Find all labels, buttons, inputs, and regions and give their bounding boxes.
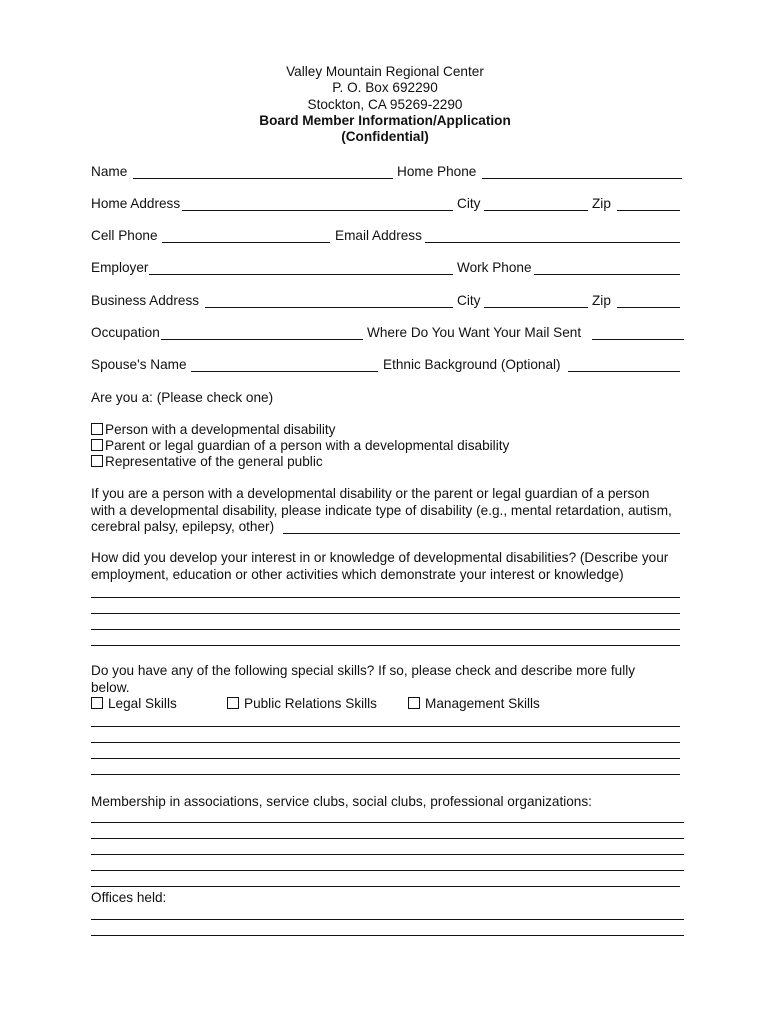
- home-phone-field[interactable]: [482, 163, 682, 178]
- email-field[interactable]: [425, 227, 680, 242]
- business-address-field[interactable]: [205, 292, 453, 307]
- skills-answer-line[interactable]: [91, 774, 680, 775]
- disability-question-line3: cerebral palsy, epilepsy, other): [91, 519, 275, 534]
- offices-prompt: Offices held:: [91, 890, 167, 905]
- interest-question: [91, 550, 691, 583]
- home-address-line: [182, 210, 453, 211]
- checkbox-management-skills[interactable]: [408, 697, 420, 709]
- home-phone-label: Home Phone: [397, 164, 477, 179]
- confidential-label: (Confidential): [341, 129, 429, 145]
- disability-type-line: [283, 533, 680, 534]
- option-general-public[interactable]: [91, 453, 323, 470]
- membership-answer-line[interactable]: [91, 870, 684, 871]
- membership-answer-line[interactable]: [91, 822, 684, 823]
- membership-answer-line[interactable]: [91, 886, 680, 887]
- email-line: [425, 242, 680, 243]
- interest-answer-line[interactable]: [91, 629, 680, 630]
- skill-legal[interactable]: [91, 695, 177, 712]
- membership-answer-line[interactable]: [91, 838, 684, 839]
- work-phone-line: [534, 274, 680, 275]
- checkbox-general-public[interactable]: [91, 455, 103, 467]
- form-header: [0, 64, 770, 145]
- skills-answer-line[interactable]: [91, 742, 680, 743]
- spouse-name-line: [191, 371, 378, 372]
- checkbox-legal-skills[interactable]: [91, 697, 103, 709]
- home-zip-field[interactable]: [617, 195, 680, 210]
- email-label: Email Address: [335, 228, 422, 243]
- checkbox-public-relations-skills[interactable]: [227, 697, 239, 709]
- home-zip-line: [617, 210, 680, 211]
- skills-question: [91, 663, 691, 696]
- employer-field[interactable]: [149, 259, 453, 274]
- home-zip-label: Zip: [592, 196, 611, 211]
- disability-type-field[interactable]: [283, 518, 680, 533]
- business-zip-field[interactable]: [617, 292, 680, 307]
- skill-pr-label: Public Relations Skills: [244, 696, 377, 711]
- work-phone-field[interactable]: [534, 259, 680, 274]
- occupation-line: [161, 339, 363, 340]
- option-parent-guardian[interactable]: [91, 437, 509, 454]
- name-label: Name: [91, 164, 128, 179]
- disability-question-line1: If you are a person with a developmental disability or the parent or legal guardian of a person: [91, 486, 650, 501]
- option-person-disability[interactable]: [91, 421, 335, 438]
- city-state-zip: Stockton, CA 95269-2290: [307, 96, 463, 112]
- option-parent-guardian-label: Parent or legal guardian of a person with a developmental disability: [105, 438, 510, 453]
- interest-answer-line[interactable]: [91, 597, 680, 598]
- are-you-prompt: Are you a: (Please check one): [91, 390, 274, 405]
- mail-sent-label: Where Do You Want Your Mail Sent: [367, 325, 582, 340]
- home-city-field[interactable]: [484, 195, 588, 210]
- business-address-label: Business Address: [91, 293, 200, 308]
- home-city-line: [484, 210, 588, 211]
- business-city-line: [484, 307, 588, 308]
- business-city-field[interactable]: [484, 292, 588, 307]
- ethnic-line: [568, 371, 680, 372]
- cell-phone-line: [162, 242, 330, 243]
- work-phone-label: Work Phone: [457, 260, 532, 275]
- spouse-name-field[interactable]: [191, 356, 378, 371]
- checkbox-person-disability[interactable]: [91, 423, 103, 435]
- interest-answer-line[interactable]: [91, 613, 680, 614]
- business-zip-label: Zip: [592, 293, 611, 308]
- po-box: P. O. Box 692290: [332, 80, 438, 96]
- mail-sent-field[interactable]: [592, 324, 684, 339]
- home-address-field[interactable]: [182, 195, 453, 210]
- skills-answer-line[interactable]: [91, 758, 680, 759]
- form-title: Board Member Information/Application: [259, 112, 511, 128]
- skill-management-label: Management Skills: [425, 696, 540, 711]
- home-city-label: City: [457, 196, 481, 211]
- home-address-label: Home Address: [91, 196, 181, 211]
- business-zip-line: [617, 307, 680, 308]
- offices-answer-line[interactable]: [91, 919, 684, 920]
- occupation-field[interactable]: [161, 324, 363, 339]
- skill-management[interactable]: [408, 695, 540, 712]
- checkbox-parent-guardian[interactable]: [91, 439, 103, 451]
- cell-phone-field[interactable]: [162, 227, 330, 242]
- option-person-disability-label: Person with a developmental disability: [105, 422, 336, 437]
- ethnic-field[interactable]: [568, 356, 680, 371]
- offices-answer-line[interactable]: [91, 935, 684, 936]
- skill-pr[interactable]: [227, 695, 377, 712]
- employer-line: [149, 274, 453, 275]
- cell-phone-label: Cell Phone: [91, 228, 158, 243]
- interest-answer-line[interactable]: [91, 645, 680, 646]
- name-field[interactable]: [133, 163, 393, 178]
- skills-question-line2: below.: [91, 679, 130, 695]
- skill-legal-label: Legal Skills: [108, 696, 177, 711]
- business-city-label: City: [457, 293, 481, 308]
- skills-answer-line[interactable]: [91, 726, 680, 727]
- business-address-line: [205, 307, 453, 308]
- mail-sent-line: [592, 339, 684, 340]
- skills-question-line1: Do you have any of the following special skills? If so, please check and describe more fully: [91, 663, 636, 678]
- org-name: Valley Mountain Regional Center: [286, 64, 484, 79]
- disability-question-line2: with a developmental disability, please indicate type of disability (e.g., mental retardation, autism,: [91, 502, 672, 518]
- interest-question-line1: How did you develop your interest in or knowledge of developmental disabilities? (Describe your: [91, 550, 669, 565]
- name-line: [133, 178, 393, 179]
- occupation-label: Occupation: [91, 325, 160, 340]
- spouse-name-label: Spouse's Name: [91, 357, 187, 372]
- employer-label: Employer: [91, 260, 149, 275]
- option-general-public-label: Representative of the general public: [105, 454, 323, 469]
- membership-prompt: Membership in associations, service clubs, social clubs, professional organizations:: [91, 794, 592, 809]
- home-phone-line: [482, 178, 682, 179]
- ethnic-label: Ethnic Background (Optional): [383, 357, 561, 372]
- membership-answer-line[interactable]: [91, 854, 684, 855]
- interest-question-line2: employment, education or other activities which demonstrate your interest or knowledge): [91, 566, 624, 582]
